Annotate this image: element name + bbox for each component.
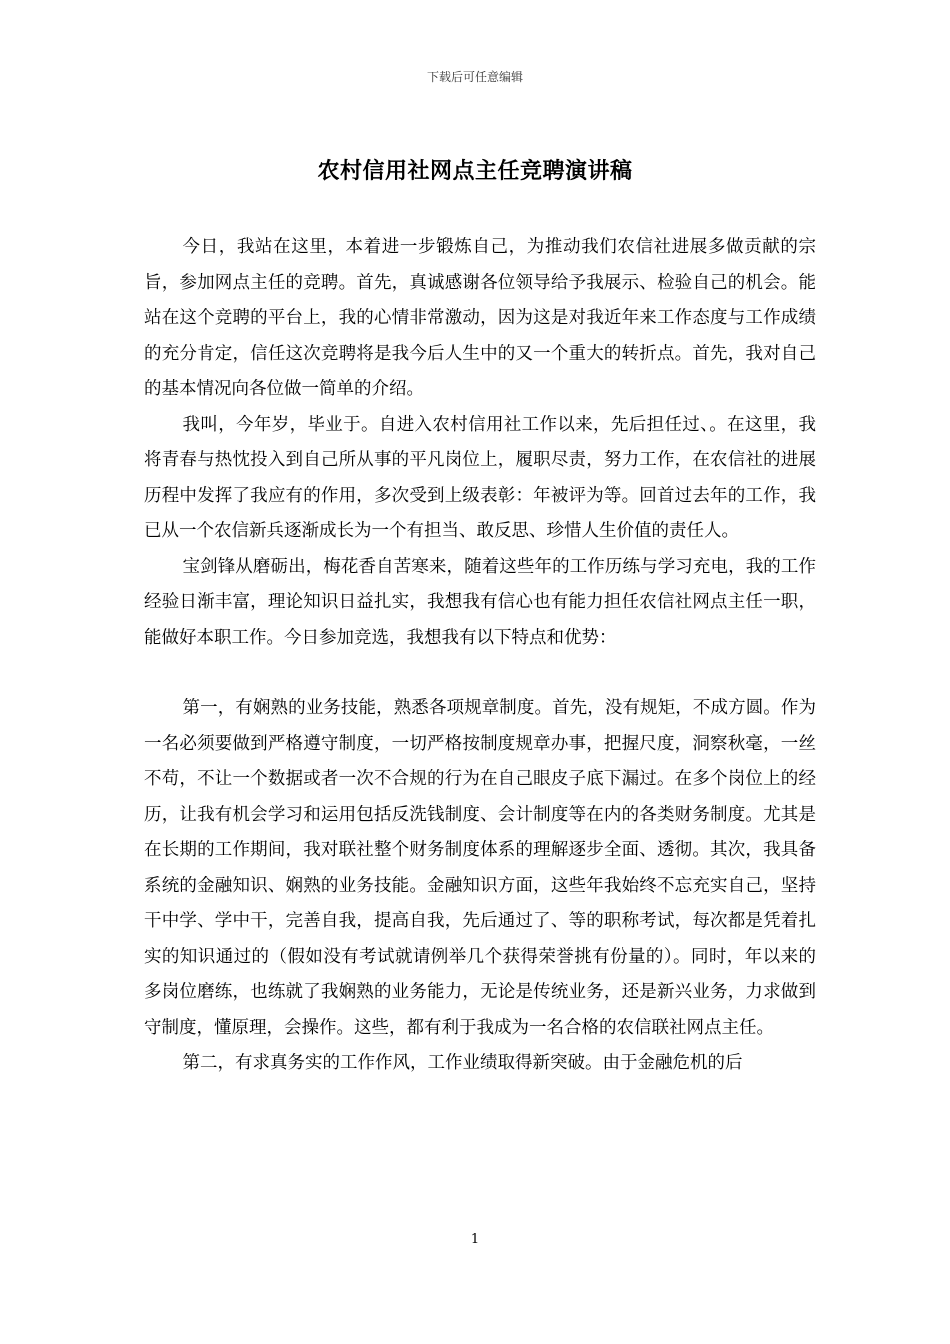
header-note: 下载后可任意编辑 (426, 70, 523, 84)
paragraph-2: 我叫，今年岁，毕业于。自进入农村信用社工作以来，先后担任过、。在这里，我将青春与热忱投入到自己所从事的平凡岗位上，履职尽责，努力工作，在农信社的进展历程中发挥了我应有的作用，多次受到上级表彰：年被评为等。回首过去年的工作，我已从一个农信新兵逐渐成长为一个有担当、敢反思、珍惜人生价值的责任人。 (144, 414, 816, 541)
document-title: 农村信用社网点主任竞聘演讲稿 (317, 158, 633, 184)
paragraph-3: 宝剑锋从磨砺出，梅花香自苦寒来，随着这些年的工作历练与学习充电，我的工作经验日渐丰富，理论知识日益扎实，我想我有信心也有能力担任农信社网点主任一职，能做好本职工作。今日参加竞选，我想我有以下特点和优势： (144, 556, 816, 648)
paragraph-4: 第一，有娴熟的业务技能，熟悉各项规章制度。首先，没有规矩，不成方圆。作为一名必须要做到严格遵守制度，一切严格按制度规章办事，把握尺度，洞察秋毫，一丝不苟，不让一个数据或者一次不合规的行为在自己眼皮子底下漏过。在多个岗位上的经历，让我有机会学习和运用包括反洗钱制度、会计制度等在内的各类财务制度。尤其是在长期的工作期间，我对联社整个财务制度体系的理解逐步全面、透彻。其次，我具备系统的金融知识、娴熟的业务技能。金融知识方面，这些年我始终不忘充实自己，坚持干中学、学中干，完善自我，提高自我，先后通过了、等的职称考试，每次都是凭着扎实的知识通过的（假如没有考试就请例举几个获得荣誉挑有份量的）。同时，年以来的多岗位磨练，也练就了我娴熟的业务能力，无论是传统业务，还是新兴业务，力求做到守制度，懂原理，会操作。这些，都有利于我成为一名合格的农信联社网点主任。 (144, 698, 816, 1038)
document-body (144, 230, 816, 1082)
page-number: 1 (470, 1232, 480, 1247)
paragraph-5: 第二，有求真务实的工作作风，工作业绩取得新突破。由于金融危机的后 (182, 1053, 743, 1073)
paragraph-1: 今日，我站在这里，本着进一步锻炼自己，为推动我们农信社进展多做贡献的宗旨，参加网点主任的竞聘。首先，真诚感谢各位领导给予我展示、检验自己的机会。能站在这个竞聘的平台上，我的心情非常激动，因为这是对我近年来工作态度与工作成绩的充分肯定，信任这次竞聘将是我今后人生中的又一个重大的转折点。首先，我对自己的基本情况向各位做一简单的介绍。 (144, 237, 816, 399)
